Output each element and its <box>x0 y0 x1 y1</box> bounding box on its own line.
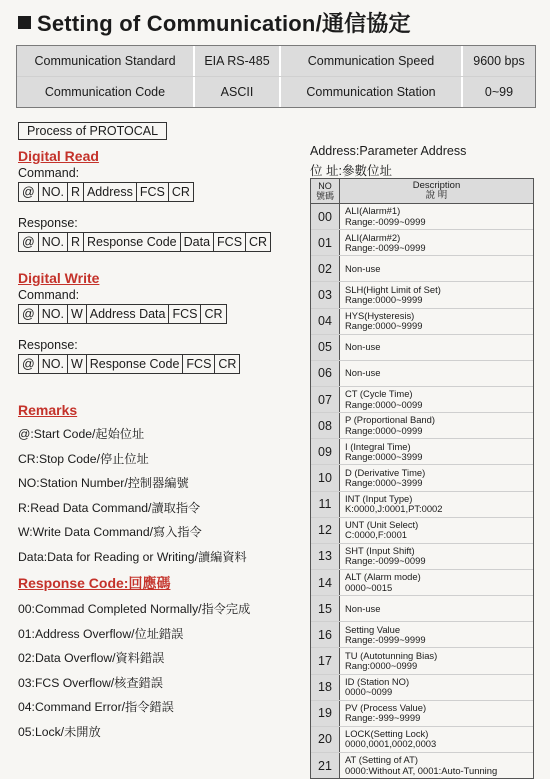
frame-field: Address Data <box>87 305 170 323</box>
spec-row <box>17 76 535 107</box>
parameter-description <box>340 387 533 412</box>
parameter-row <box>311 308 533 334</box>
parameter-line-1: ALT (Alarm mode) <box>345 571 421 583</box>
parameter-description <box>340 727 533 752</box>
parameter-line-2: Range:-0099~0999 <box>345 241 426 253</box>
response-code-item: 02:Data Overflow/資料錯誤 <box>18 651 165 665</box>
remarks-heading: Remarks <box>18 402 78 418</box>
frame-field: NO. <box>39 233 68 251</box>
parameter-number: 09 <box>311 439 340 464</box>
frame-field: @ <box>19 355 39 373</box>
parameter-number: 08 <box>311 413 340 438</box>
spec-row <box>17 46 535 76</box>
write-response-frame <box>18 354 240 374</box>
parameter-line-1: SHT (Input Shift) <box>345 545 415 557</box>
frame-field: W <box>68 305 87 323</box>
response-code-item: 03:FCS Overflow/核查錯誤 <box>18 675 163 690</box>
parameter-description <box>340 309 533 334</box>
parameter-line-2: Range:-999~9999 <box>345 712 421 724</box>
parameter-line-1: CT (Cycle Time) <box>345 388 413 400</box>
frame-field: NO. <box>39 305 68 323</box>
parameter-row <box>311 255 533 281</box>
spec-cell: ASCII <box>195 77 281 107</box>
response-code-item: 05:Lock/未開放 <box>18 724 101 739</box>
parameter-number: 00 <box>311 204 340 229</box>
parameter-line-1: Non-use <box>345 341 381 353</box>
response-code-item: 00:Commad Completed Normally/指令完成 <box>18 602 251 616</box>
parameter-line-1: P (Proportional Band) <box>345 414 435 426</box>
parameter-number: 13 <box>311 544 340 569</box>
parameter-line-1: Non-use <box>345 367 381 379</box>
parameter-line-2: 0000:Without AT, 0001:Auto-Tunning <box>345 764 498 776</box>
parameter-line-2: K:0000,J:0001,PT:0002 <box>345 503 443 515</box>
parameter-description <box>340 361 533 386</box>
parameter-number: 10 <box>311 465 340 490</box>
frame-field: Response Code <box>84 233 181 251</box>
process-label-box: Process of PROTOCAL <box>18 122 167 140</box>
response-code-list <box>18 597 298 744</box>
frame-field: @ <box>19 183 39 201</box>
remarks-list <box>18 422 298 569</box>
parameter-line-1: TU (Autotunning Bias) <box>345 649 438 661</box>
parameter-line-2: Range:0000~9999 <box>345 293 423 305</box>
parameter-number: 05 <box>311 335 340 360</box>
header-no-cn: 號碼 <box>315 191 334 201</box>
parameter-row <box>311 595 533 621</box>
address-title: Address:Parameter Address <box>310 144 467 158</box>
remark-item: @:Start Code/起始位址 <box>18 427 145 441</box>
frame-field: @ <box>19 305 39 323</box>
frame-field: CR <box>249 235 268 249</box>
write-command-frame-wrap <box>18 304 227 324</box>
page-title: Setting of Communication/通信協定 <box>37 10 411 36</box>
remark-item: Data:Data for Reading or Writing/讀編資料 <box>18 549 247 564</box>
parameter-description <box>340 753 533 778</box>
header-desc-cn: 說 明 <box>425 190 448 201</box>
frame-field: CR <box>204 307 223 321</box>
parameter-line-1: D (Derivative Time) <box>345 466 426 478</box>
parameter-line-2: C:0000,F:0001 <box>345 529 408 541</box>
parameter-row <box>311 700 533 726</box>
address-subtitle: 位 址:參數位址 <box>310 164 392 178</box>
parameter-line-2: Rang:0000~0999 <box>345 659 418 671</box>
parameter-number: 01 <box>311 230 340 255</box>
parameter-row <box>311 543 533 569</box>
remark-item: CR:Stop Code/停止位址 <box>18 451 149 466</box>
parameter-number: 18 <box>311 675 340 700</box>
parameter-line-1: Non-use <box>345 262 381 274</box>
parameter-number: 04 <box>311 309 340 334</box>
parameter-row <box>311 438 533 464</box>
parameter-description <box>340 675 533 700</box>
parameter-description <box>340 570 533 595</box>
response-code-item: 01:Address Overflow/位址錯誤 <box>18 626 184 641</box>
frame-field: @ <box>19 233 39 251</box>
parameter-line-2: 0000~0099 <box>345 686 393 698</box>
parameter-line-1: ALI(Alarm#2) <box>345 231 401 243</box>
parameter-line-1: INT (Input Type) <box>345 492 413 504</box>
header-no-en: NO <box>318 181 332 191</box>
header-description <box>340 179 533 203</box>
parameter-description <box>340 465 533 490</box>
parameter-description <box>340 335 533 360</box>
parameter-line-2: 0000~0015 <box>345 581 393 593</box>
header-desc-en: Description <box>412 180 461 191</box>
write-command-frame <box>18 304 227 324</box>
parameter-description <box>340 622 533 647</box>
remark-item: W:Write Data Command/寫入指令 <box>18 525 202 539</box>
read-response-frame <box>18 232 271 252</box>
frame-field: R <box>68 233 84 251</box>
parameter-line-1: LOCK(Setting Lock) <box>345 728 429 740</box>
parameter-row <box>311 647 533 673</box>
page-header <box>18 6 411 38</box>
parameter-row <box>311 229 533 255</box>
protocol-section <box>18 122 298 744</box>
parameter-line-2: Range:0000~0099 <box>345 398 423 410</box>
parameter-line-1: SLH(Hight Limit of Set) <box>345 283 441 295</box>
parameter-line-2: Range:0000~9999 <box>345 320 423 332</box>
parameter-description <box>340 544 533 569</box>
read-command-frame <box>18 182 194 202</box>
spec-cell: Communication Speed <box>281 46 463 76</box>
read-response-label: Response: <box>18 216 78 230</box>
parameter-number: 14 <box>311 570 340 595</box>
frame-field: NO. <box>39 355 68 373</box>
parameter-line-2: Range:0000~3999 <box>345 450 423 462</box>
parameter-line-1: ALI(Alarm#1) <box>345 205 401 217</box>
parameter-row <box>311 360 533 386</box>
parameter-line-2: Range:-0099~0099 <box>345 555 426 567</box>
parameter-number: 07 <box>311 387 340 412</box>
write-response-frame-wrap <box>18 354 240 374</box>
parameter-description <box>340 282 533 307</box>
frame-field: Response Code <box>87 355 184 373</box>
parameter-table-header <box>311 179 533 204</box>
response-code-heading: Response Code:回應碼 <box>18 575 171 591</box>
parameter-number: 06 <box>311 361 340 386</box>
read-command-label: Command: <box>18 166 80 180</box>
parameter-number: 20 <box>311 727 340 752</box>
parameter-number: 21 <box>311 753 340 778</box>
parameter-line-1: HYS(Hysteresis) <box>345 309 415 321</box>
parameter-row <box>311 386 533 412</box>
parameter-description <box>340 230 533 255</box>
parameter-line-1: ID (Station NO) <box>345 675 410 687</box>
read-command-frame-wrap <box>18 182 194 202</box>
parameter-line-2: 0000,0001,0002,0003 <box>345 738 437 750</box>
spec-cell: Communication Station <box>281 77 463 107</box>
parameter-description <box>340 701 533 726</box>
parameter-row <box>311 464 533 490</box>
parameter-line-2: Range:0000~0999 <box>345 424 423 436</box>
parameter-row <box>311 569 533 595</box>
parameter-number: 12 <box>311 518 340 543</box>
frame-field: FCS <box>183 355 215 373</box>
read-response-frame-wrap <box>18 232 271 252</box>
parameter-line-2: Range:-0999~9999 <box>345 633 426 645</box>
frame-field: Address <box>84 183 137 201</box>
frame-field: FCS <box>214 233 246 251</box>
spec-cell: 0~99 <box>463 77 535 107</box>
spec-cell: Communication Standard <box>17 46 195 76</box>
parameter-line-1: PV (Process Value) <box>345 702 427 714</box>
parameter-description <box>340 256 533 281</box>
parameter-row <box>311 674 533 700</box>
parameter-line-2: Range:-0099~0999 <box>345 215 426 227</box>
parameter-rows <box>311 204 533 778</box>
frame-field: FCS <box>169 305 201 323</box>
communication-spec-table <box>16 45 536 108</box>
parameter-row <box>311 281 533 307</box>
parameter-line-1: AT (Setting of AT) <box>345 754 418 766</box>
parameter-number: 17 <box>311 648 340 673</box>
parameter-description <box>340 518 533 543</box>
frame-field: Data <box>181 233 214 251</box>
frame-field: CR <box>218 357 237 371</box>
parameter-row <box>311 621 533 647</box>
remark-item: NO:Station Number/控制器編號 <box>18 476 189 490</box>
frame-field: FCS <box>137 183 169 201</box>
digital-read-heading: Digital Read <box>18 148 99 164</box>
parameter-table <box>310 178 534 779</box>
title-bullet-square <box>18 16 31 29</box>
frame-field: NO. <box>39 183 68 201</box>
write-command-label: Command: <box>18 288 80 302</box>
write-response-label: Response: <box>18 338 78 352</box>
parameter-description <box>340 204 533 229</box>
digital-write-heading: Digital Write <box>18 270 100 286</box>
parameter-description <box>340 596 533 621</box>
parameter-number: 03 <box>311 282 340 307</box>
header-no <box>311 179 340 203</box>
parameter-line-1: Non-use <box>345 602 381 614</box>
parameter-row <box>311 752 533 778</box>
parameter-number: 16 <box>311 622 340 647</box>
parameter-row <box>311 726 533 752</box>
spec-cell: EIA RS-485 <box>195 46 281 76</box>
parameter-number: 19 <box>311 701 340 726</box>
spec-cell: 9600 bps <box>463 46 535 76</box>
parameter-row <box>311 412 533 438</box>
parameter-row <box>311 517 533 543</box>
spec-cell: Communication Code <box>17 77 195 107</box>
parameter-line-1: UNT (Unit Select) <box>345 519 419 531</box>
frame-field: R <box>68 183 84 201</box>
parameter-description <box>340 439 533 464</box>
parameter-row <box>311 491 533 517</box>
frame-field: W <box>68 355 87 373</box>
parameter-row <box>311 204 533 229</box>
parameter-description <box>340 648 533 673</box>
parameter-number: 11 <box>311 492 340 517</box>
response-code-item: 04:Command Error/指令錯誤 <box>18 700 174 714</box>
parameter-line-2: Range:0000~3999 <box>345 476 423 488</box>
parameter-number: 15 <box>311 596 340 621</box>
frame-field: CR <box>171 185 190 199</box>
parameter-number: 02 <box>311 256 340 281</box>
parameter-row <box>311 334 533 360</box>
parameter-description <box>340 413 533 438</box>
remark-item: R:Read Data Command/讀取指令 <box>18 500 201 515</box>
parameter-line-1: I (Integral Time) <box>345 440 411 452</box>
parameter-line-1: Setting Value <box>345 623 401 635</box>
parameter-description <box>340 492 533 517</box>
